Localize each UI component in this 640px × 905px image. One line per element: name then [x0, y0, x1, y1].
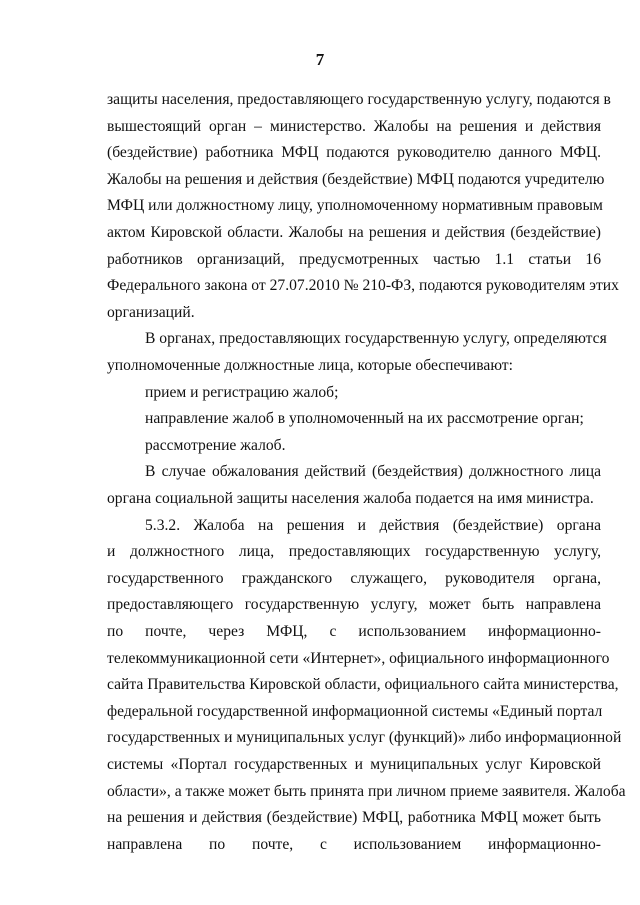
text-line: организаций. [107, 303, 195, 321]
text-line: государственных и муниципальных услуг (функций)» либо информационной [107, 729, 622, 747]
text-line: и должностного лица, предоставляющих государственную услугу, [107, 543, 601, 561]
text-line: на решения и действия (бездействие) МФЦ, работника МФЦ может быть [107, 809, 601, 827]
text-line: системы «Портал государственных и муниципальных услуг Кировской [107, 756, 601, 773]
text-line: направлена по почте, с использованием информационно- [107, 835, 601, 853]
text-line: по почте, через МФЦ, с использованием информационно- [107, 623, 601, 640]
text-line: направление жалоб в уполномоченный на их рассмотрение орган; [145, 410, 584, 428]
text-line: прием и регистрацию жалоб; [145, 383, 339, 401]
text-line: работников организаций, предусмотренных частью 1.1 статьи 16 [107, 250, 601, 268]
text-line: актом Кировской области. Жалобы на решения и действия (бездействие) [107, 224, 601, 241]
text-line: МФЦ или должностному лицу, уполномоченному нормативным правовым [107, 197, 603, 215]
text-line: области», а также может быть принята при личном приеме заявителя. Жалоба [107, 782, 626, 800]
text-line: защиты населения, предоставляющего государственную услугу, подаются в [107, 91, 611, 108]
text-line: уполномоченные должностные лица, которые обеспечивают: [107, 357, 513, 374]
text-line: (бездействие) работника МФЦ подаются руководителю данного МФЦ. [107, 144, 601, 162]
page-number: 7 [315, 50, 325, 69]
text-line: Федерального закона от 27.07.2010 № 210-ФЗ, подаются руководителям этих [107, 277, 619, 295]
text-line: Жалобы на решения и действия (бездействие) МФЦ подаются учредителю [107, 170, 605, 188]
text-line: 5.3.2. Жалоба на решения и действия (бездействие) органа [145, 516, 601, 534]
text-line: В органах, предоставляющих государственную услугу, определяются [145, 330, 607, 348]
text-line: вышестоящий орган – министерство. Жалобы на решения и действия [107, 117, 601, 135]
text-line: сайта Правительства Кировской области, официального сайта министерства, [107, 676, 619, 694]
text-line: государственного гражданского служащего, руководителя органа, [107, 569, 601, 587]
text-line: органа социальной защиты населения жалоба подается на имя министра. [107, 490, 594, 507]
text-line: предоставляющего государственную услугу, может быть направлена [107, 596, 601, 614]
text-line: федеральной государственной информационной системы «Единый портал [107, 702, 603, 720]
text-line: рассмотрение жалоб. [145, 436, 286, 454]
text-line: телекоммуникационной сети «Интернет», официального информационного [107, 649, 610, 667]
text-line: В случае обжалования действий (бездействия) должностного лица [145, 463, 601, 481]
